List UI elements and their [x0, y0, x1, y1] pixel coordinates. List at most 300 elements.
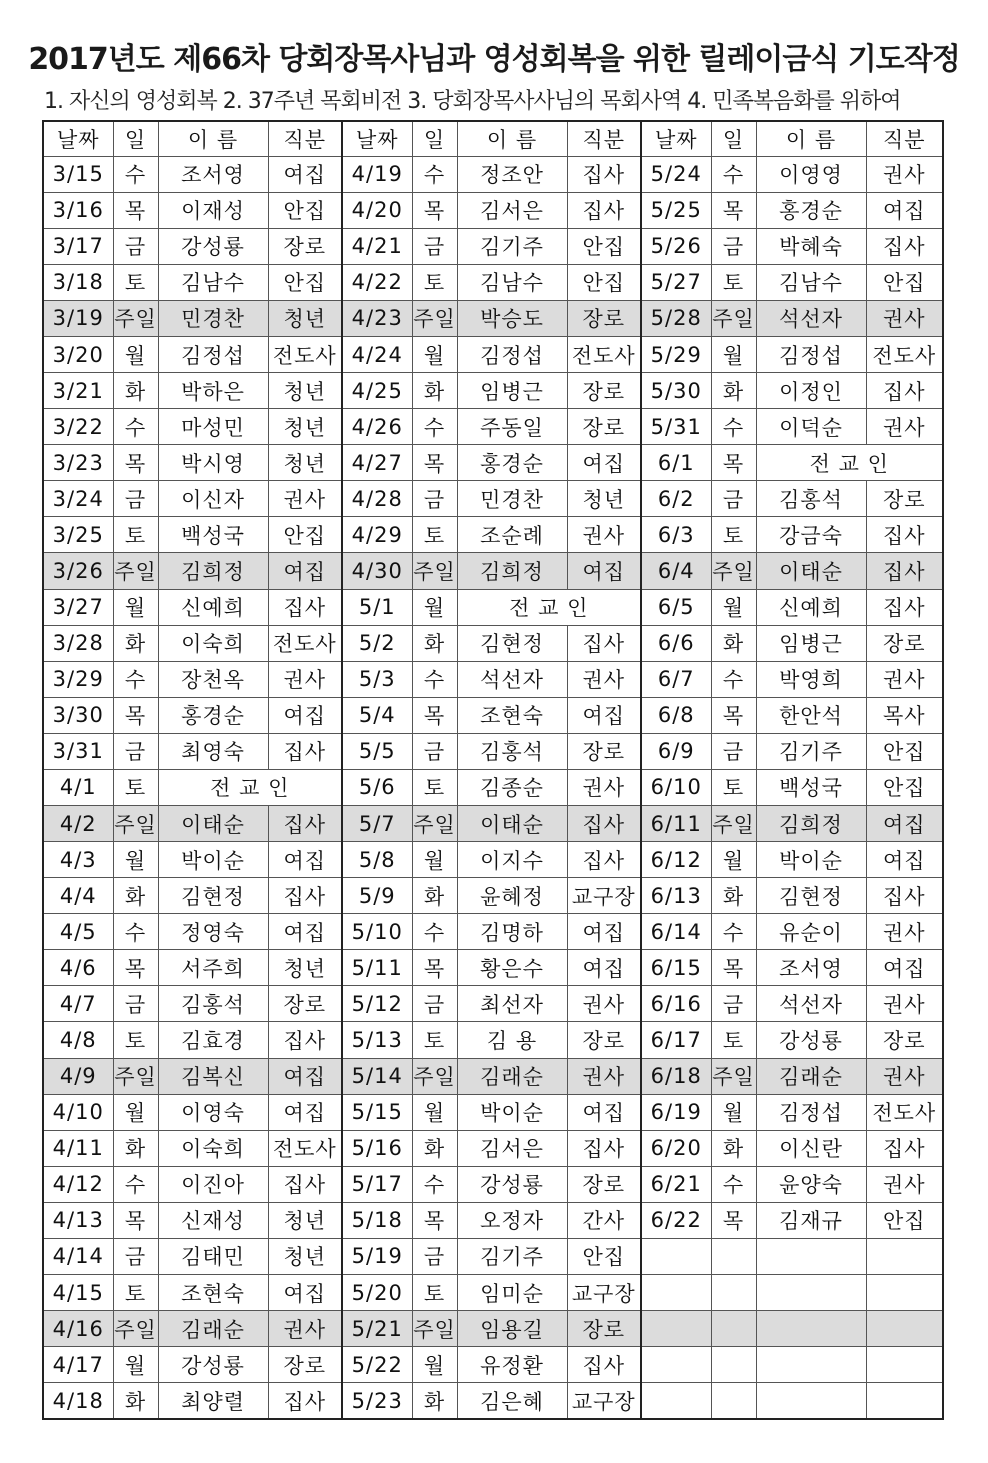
position-cell: 청년	[567, 481, 641, 517]
name-cell: 정영숙	[158, 914, 268, 950]
name-cell	[756, 1347, 866, 1383]
position-cell: 집사	[268, 1383, 342, 1419]
date-cell: 4/22	[342, 264, 412, 300]
weekday-cell: 목	[412, 445, 457, 481]
date-cell: 4/27	[342, 445, 412, 481]
position-cell: 여집	[268, 842, 342, 878]
date-cell: 3/31	[43, 733, 113, 769]
position-cell: 권사	[866, 661, 943, 697]
date-cell: 4/23	[342, 300, 412, 336]
position-cell: 집사	[866, 589, 943, 625]
weekday-cell: 수	[711, 409, 756, 445]
date-cell: 6/20	[641, 1130, 711, 1166]
date-cell: 6/17	[641, 1022, 711, 1058]
weekday-cell: 목	[113, 192, 158, 228]
weekday-cell: 화	[412, 1383, 457, 1419]
position-cell: 교구장	[567, 1383, 641, 1419]
position-cell: 장로	[567, 300, 641, 336]
name-cell: 김기주	[756, 733, 866, 769]
column-header: 이 름	[756, 121, 866, 156]
weekday-cell: 주일	[711, 806, 756, 842]
weekday-cell: 화	[711, 878, 756, 914]
date-cell: 5/23	[342, 1383, 412, 1419]
date-cell: 5/31	[641, 409, 711, 445]
table-body	[43, 156, 943, 1419]
weekday-cell: 토	[412, 517, 457, 553]
table-row	[43, 1383, 943, 1419]
weekday-cell: 토	[113, 264, 158, 300]
weekday-cell: 화	[711, 625, 756, 661]
name-cell: 박승도	[457, 300, 567, 336]
position-cell: 장로	[567, 409, 641, 445]
name-cell: 홍경순	[457, 445, 567, 481]
weekday-cell: 월	[412, 336, 457, 372]
name-cell: 석선자	[756, 986, 866, 1022]
position-cell: 여집	[268, 914, 342, 950]
date-cell	[641, 1311, 711, 1347]
name-cell	[756, 1383, 866, 1419]
date-cell	[641, 1238, 711, 1274]
weekday-cell: 목	[113, 1202, 158, 1238]
weekday-cell: 수	[412, 1166, 457, 1202]
name-cell: 강성룡	[457, 1166, 567, 1202]
position-cell: 권사	[567, 661, 641, 697]
name-cell: 김홍석	[158, 986, 268, 1022]
table-row	[43, 156, 943, 192]
name-cell: 이태순	[457, 806, 567, 842]
name-cell: 윤양숙	[756, 1166, 866, 1202]
position-cell: 집사	[268, 589, 342, 625]
weekday-cell: 금	[412, 1238, 457, 1274]
weekday-cell: 금	[711, 481, 756, 517]
all-congregation-cell: 전 교 인	[756, 445, 943, 481]
date-cell: 5/21	[342, 1311, 412, 1347]
position-cell: 장로	[567, 1166, 641, 1202]
name-cell: 이신란	[756, 1130, 866, 1166]
prayer-schedule-table	[42, 120, 944, 1420]
date-cell: 3/19	[43, 300, 113, 336]
weekday-cell: 월	[113, 1347, 158, 1383]
table-row	[43, 517, 943, 553]
weekday-cell: 수	[711, 1166, 756, 1202]
date-cell: 6/8	[641, 697, 711, 733]
weekday-cell: 금	[412, 481, 457, 517]
weekday-cell: 수	[711, 661, 756, 697]
position-cell: 집사	[268, 1022, 342, 1058]
name-cell: 김남수	[457, 264, 567, 300]
position-cell: 집사	[866, 553, 943, 589]
date-cell: 4/4	[43, 878, 113, 914]
weekday-cell	[711, 1275, 756, 1311]
table-row	[43, 1275, 943, 1311]
date-cell: 5/11	[342, 950, 412, 986]
table-row	[43, 373, 943, 409]
name-cell: 임병근	[457, 373, 567, 409]
position-cell: 집사	[866, 878, 943, 914]
weekday-cell: 월	[711, 842, 756, 878]
name-cell: 김재규	[756, 1202, 866, 1238]
weekday-cell: 화	[113, 625, 158, 661]
name-cell: 이신자	[158, 481, 268, 517]
table-row	[43, 950, 943, 986]
all-congregation-cell: 전 교 인	[158, 769, 342, 805]
date-cell: 6/7	[641, 661, 711, 697]
name-cell: 김 용	[457, 1022, 567, 1058]
weekday-cell: 목	[113, 950, 158, 986]
column-header: 직분	[866, 121, 943, 156]
date-cell: 3/21	[43, 373, 113, 409]
weekday-cell: 월	[711, 1094, 756, 1130]
name-cell: 황은수	[457, 950, 567, 986]
date-cell: 5/15	[342, 1094, 412, 1130]
weekday-cell: 토	[711, 517, 756, 553]
table-row	[43, 986, 943, 1022]
date-cell: 6/15	[641, 950, 711, 986]
table-row	[43, 1202, 943, 1238]
position-cell: 장로	[567, 1311, 641, 1347]
name-cell: 정조안	[457, 156, 567, 192]
weekday-cell: 주일	[412, 300, 457, 336]
position-cell: 청년	[268, 1202, 342, 1238]
weekday-cell: 토	[113, 769, 158, 805]
weekday-cell: 월	[711, 336, 756, 372]
position-cell: 집사	[866, 517, 943, 553]
position-cell: 집사	[567, 1347, 641, 1383]
position-cell: 전도사	[268, 625, 342, 661]
date-cell: 3/20	[43, 336, 113, 372]
date-cell: 3/22	[43, 409, 113, 445]
position-cell: 집사	[567, 625, 641, 661]
table-row	[43, 264, 943, 300]
date-cell: 4/19	[342, 156, 412, 192]
name-cell: 조순례	[457, 517, 567, 553]
name-cell: 백성국	[158, 517, 268, 553]
date-cell: 4/3	[43, 842, 113, 878]
name-cell: 이지수	[457, 842, 567, 878]
weekday-cell: 주일	[711, 300, 756, 336]
name-cell: 조현숙	[158, 1275, 268, 1311]
date-cell: 3/28	[43, 625, 113, 661]
weekday-cell: 목	[412, 950, 457, 986]
date-cell: 4/29	[342, 517, 412, 553]
position-cell: 장로	[567, 373, 641, 409]
position-cell: 장로	[268, 228, 342, 264]
position-cell: 전도사	[567, 336, 641, 372]
name-cell: 이영영	[756, 156, 866, 192]
date-cell: 3/29	[43, 661, 113, 697]
name-cell: 최양렬	[158, 1383, 268, 1419]
weekday-cell	[711, 1347, 756, 1383]
weekday-cell: 화	[711, 373, 756, 409]
date-cell: 3/23	[43, 445, 113, 481]
weekday-cell	[711, 1383, 756, 1419]
weekday-cell: 금	[113, 733, 158, 769]
weekday-cell: 금	[711, 228, 756, 264]
position-cell: 여집	[268, 1275, 342, 1311]
weekday-cell: 월	[113, 336, 158, 372]
date-cell: 5/14	[342, 1058, 412, 1094]
name-cell: 이숙희	[158, 625, 268, 661]
weekday-cell: 주일	[113, 1311, 158, 1347]
position-cell: 집사	[268, 733, 342, 769]
position-cell: 여집	[866, 806, 943, 842]
date-cell: 4/26	[342, 409, 412, 445]
position-cell: 장로	[567, 1022, 641, 1058]
date-cell: 6/14	[641, 914, 711, 950]
date-cell: 3/17	[43, 228, 113, 264]
position-cell: 안집	[866, 1202, 943, 1238]
name-cell: 이진아	[158, 1166, 268, 1202]
position-cell: 안집	[268, 517, 342, 553]
weekday-cell: 주일	[711, 553, 756, 589]
date-cell: 5/19	[342, 1238, 412, 1274]
position-cell: 여집	[268, 553, 342, 589]
position-cell	[866, 1238, 943, 1274]
weekday-cell	[711, 1311, 756, 1347]
weekday-cell: 금	[113, 481, 158, 517]
date-cell: 6/10	[641, 769, 711, 805]
weekday-cell: 수	[113, 156, 158, 192]
table-row	[43, 806, 943, 842]
weekday-cell: 주일	[412, 806, 457, 842]
position-cell: 집사	[866, 1130, 943, 1166]
weekday-cell: 수	[113, 661, 158, 697]
name-cell: 김명하	[457, 914, 567, 950]
position-cell: 권사	[268, 481, 342, 517]
date-cell	[641, 1275, 711, 1311]
column-header: 날짜	[641, 121, 711, 156]
table-row	[43, 409, 943, 445]
date-cell	[641, 1383, 711, 1419]
position-cell: 장로	[866, 1022, 943, 1058]
date-cell: 5/4	[342, 697, 412, 733]
date-cell: 4/2	[43, 806, 113, 842]
position-cell: 안집	[866, 264, 943, 300]
weekday-cell: 금	[412, 228, 457, 264]
name-cell: 김홍석	[457, 733, 567, 769]
name-cell: 김현정	[457, 625, 567, 661]
prayer-topics: 1. 자신의 영성회복 2. 37주년 목회비전 3. 당회장목사사님의 목회사역 4. 민족복음화를 위하여	[44, 89, 901, 114]
date-cell: 3/30	[43, 697, 113, 733]
weekday-cell: 목	[711, 192, 756, 228]
table-row	[43, 553, 943, 589]
name-cell: 강금숙	[756, 517, 866, 553]
position-cell: 권사	[866, 300, 943, 336]
weekday-cell: 주일	[113, 553, 158, 589]
position-cell: 전도사	[268, 336, 342, 372]
name-cell: 신재성	[158, 1202, 268, 1238]
name-cell: 박혜숙	[756, 228, 866, 264]
table-row	[43, 769, 943, 805]
weekday-cell: 주일	[113, 300, 158, 336]
weekday-cell: 금	[113, 1238, 158, 1274]
name-cell: 김홍석	[756, 481, 866, 517]
position-cell: 장로	[567, 733, 641, 769]
date-cell: 4/10	[43, 1094, 113, 1130]
name-cell: 마성민	[158, 409, 268, 445]
name-cell: 김희정	[158, 553, 268, 589]
name-cell: 김현정	[756, 878, 866, 914]
weekday-cell: 화	[711, 1130, 756, 1166]
weekday-cell: 화	[113, 878, 158, 914]
name-cell: 임미순	[457, 1275, 567, 1311]
weekday-cell: 금	[412, 986, 457, 1022]
date-cell: 5/20	[342, 1275, 412, 1311]
position-cell	[866, 1275, 943, 1311]
name-cell: 한안석	[756, 697, 866, 733]
name-cell: 민경찬	[158, 300, 268, 336]
name-cell: 김정섭	[457, 336, 567, 372]
name-cell	[756, 1238, 866, 1274]
position-cell: 청년	[268, 409, 342, 445]
position-cell: 장로	[268, 986, 342, 1022]
name-cell: 조서영	[756, 950, 866, 986]
weekday-cell: 금	[113, 986, 158, 1022]
name-cell: 이영숙	[158, 1094, 268, 1130]
name-cell: 김희정	[457, 553, 567, 589]
name-cell: 신예희	[756, 589, 866, 625]
name-cell: 김희정	[756, 806, 866, 842]
date-cell: 3/16	[43, 192, 113, 228]
position-cell	[866, 1311, 943, 1347]
date-cell: 6/21	[641, 1166, 711, 1202]
date-cell: 5/29	[641, 336, 711, 372]
table-row	[43, 661, 943, 697]
name-cell: 장천옥	[158, 661, 268, 697]
weekday-cell: 목	[412, 697, 457, 733]
position-cell: 여집	[567, 950, 641, 986]
position-cell: 집사	[567, 1130, 641, 1166]
date-cell: 4/9	[43, 1058, 113, 1094]
position-cell: 안집	[268, 192, 342, 228]
position-cell: 집사	[268, 878, 342, 914]
position-cell: 집사	[866, 228, 943, 264]
name-cell: 조서영	[158, 156, 268, 192]
date-cell: 6/13	[641, 878, 711, 914]
name-cell	[756, 1311, 866, 1347]
table-row	[43, 1311, 943, 1347]
position-cell: 권사	[866, 409, 943, 445]
table-row	[43, 445, 943, 481]
position-cell: 집사	[567, 842, 641, 878]
date-cell: 4/15	[43, 1275, 113, 1311]
weekday-cell: 토	[113, 517, 158, 553]
column-header: 이 름	[158, 121, 268, 156]
weekday-cell: 금	[412, 733, 457, 769]
position-cell: 집사	[567, 156, 641, 192]
name-cell: 신예희	[158, 589, 268, 625]
position-cell: 권사	[567, 986, 641, 1022]
name-cell: 강성룡	[756, 1022, 866, 1058]
position-cell: 여집	[866, 842, 943, 878]
weekday-cell: 목	[711, 445, 756, 481]
weekday-cell: 토	[711, 769, 756, 805]
column-header: 이 름	[457, 121, 567, 156]
date-cell: 5/7	[342, 806, 412, 842]
weekday-cell: 토	[412, 1022, 457, 1058]
position-cell: 장로	[268, 1347, 342, 1383]
weekday-cell: 화	[412, 878, 457, 914]
position-cell: 교구장	[567, 1275, 641, 1311]
position-cell: 집사	[567, 806, 641, 842]
name-cell: 강성룡	[158, 228, 268, 264]
name-cell: 김기주	[457, 228, 567, 264]
date-cell: 5/26	[641, 228, 711, 264]
weekday-cell	[711, 1238, 756, 1274]
date-cell: 6/6	[641, 625, 711, 661]
date-cell: 3/26	[43, 553, 113, 589]
name-cell: 김현정	[158, 878, 268, 914]
date-cell: 5/10	[342, 914, 412, 950]
date-cell: 5/27	[641, 264, 711, 300]
table-row	[43, 481, 943, 517]
table-row	[43, 336, 943, 372]
position-cell: 청년	[268, 300, 342, 336]
weekday-cell: 수	[113, 409, 158, 445]
name-cell: 임병근	[756, 625, 866, 661]
date-cell: 6/9	[641, 733, 711, 769]
weekday-cell: 토	[113, 1275, 158, 1311]
weekday-cell: 월	[711, 589, 756, 625]
name-cell: 김서은	[457, 192, 567, 228]
name-cell: 김정섭	[756, 336, 866, 372]
name-cell: 김서은	[457, 1130, 567, 1166]
weekday-cell: 수	[412, 409, 457, 445]
name-cell: 윤혜정	[457, 878, 567, 914]
name-cell: 김남수	[756, 264, 866, 300]
name-cell: 박이순	[158, 842, 268, 878]
weekday-cell: 화	[113, 1383, 158, 1419]
date-cell: 3/25	[43, 517, 113, 553]
weekday-cell: 금	[711, 986, 756, 1022]
date-cell: 6/19	[641, 1094, 711, 1130]
weekday-cell: 목	[711, 697, 756, 733]
name-cell: 김기주	[457, 1238, 567, 1274]
position-cell: 여집	[268, 1094, 342, 1130]
position-cell: 안집	[866, 769, 943, 805]
table-row	[43, 589, 943, 625]
name-cell: 박영희	[756, 661, 866, 697]
position-cell: 권사	[268, 661, 342, 697]
weekday-cell: 주일	[412, 553, 457, 589]
name-cell: 홍경순	[158, 697, 268, 733]
position-cell: 여집	[567, 445, 641, 481]
column-header: 일	[113, 121, 158, 156]
column-header: 날짜	[342, 121, 412, 156]
date-cell: 6/3	[641, 517, 711, 553]
weekday-cell: 주일	[113, 806, 158, 842]
position-cell: 청년	[268, 1238, 342, 1274]
name-cell: 조현숙	[457, 697, 567, 733]
weekday-cell: 수	[412, 156, 457, 192]
position-cell: 전도사	[866, 1094, 943, 1130]
date-cell: 4/16	[43, 1311, 113, 1347]
weekday-cell: 화	[113, 373, 158, 409]
table-row	[43, 842, 943, 878]
position-cell: 여집	[866, 950, 943, 986]
table-row	[43, 228, 943, 264]
weekday-cell: 월	[412, 589, 457, 625]
weekday-cell: 목	[711, 950, 756, 986]
date-cell: 4/20	[342, 192, 412, 228]
name-cell: 박이순	[457, 1094, 567, 1130]
table-row	[43, 914, 943, 950]
name-cell: 민경찬	[457, 481, 567, 517]
position-cell: 청년	[268, 445, 342, 481]
position-cell: 전도사	[268, 1130, 342, 1166]
weekday-cell: 월	[113, 1094, 158, 1130]
date-cell: 5/18	[342, 1202, 412, 1238]
